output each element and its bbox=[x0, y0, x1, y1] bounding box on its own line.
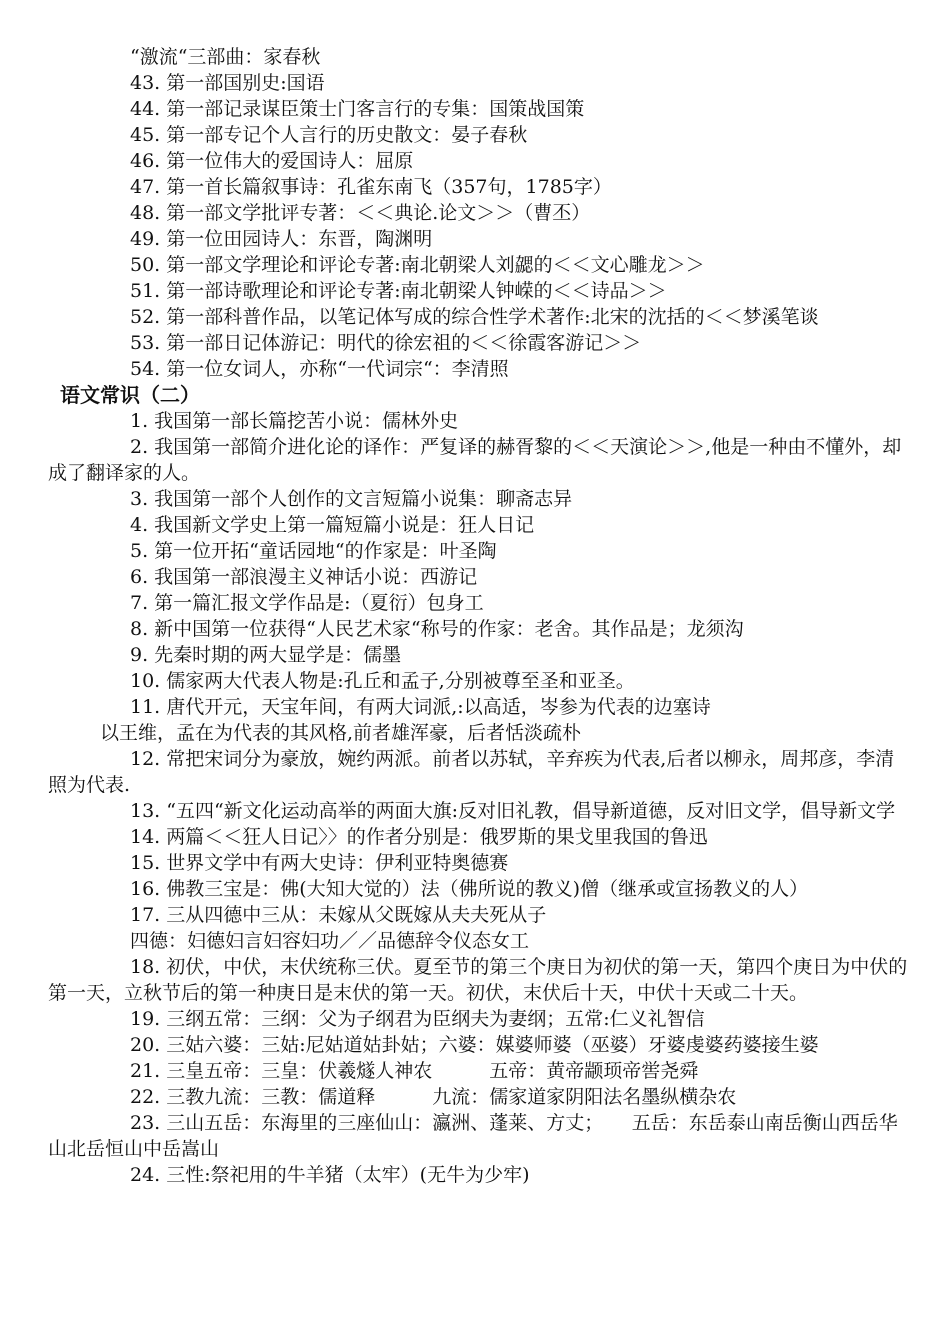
list-item: 47. 第一首长篇叙事诗：孔雀东南飞（357句，1785字） bbox=[130, 176, 612, 198]
list-item: 16. 佛教三宝是：佛(大知大觉的）法（佛所说的教义)僧（继承或宣扬教义的人） bbox=[130, 878, 809, 900]
list-item: 43. 第一部国别史:国语 bbox=[130, 72, 325, 94]
list-item: 21. 三皇五帝：三皇：伏羲燧人神农 五帝：黄帝颛顼帝喾尧舜 bbox=[130, 1060, 699, 1082]
list-item: 23. 三山五岳：东海里的三座仙山：瀛洲、蓬莱、方丈； 五岳：东岳泰山南岳衡山西岳华山北岳恒山中岳嵩山 bbox=[48, 1112, 898, 1160]
list-item: 四德：妇德妇言妇容妇功／／品德辞令仪态女工 bbox=[130, 930, 530, 952]
list-item: 22. 三教九流：三教：儒道释 九流：儒家道家阴阳法名墨纵横杂农 bbox=[130, 1086, 737, 1108]
list-item: 6. 我国第一部浪漫主义神话小说：西游记 bbox=[130, 566, 478, 588]
list-item: 45. 第一部专记个人言行的历史散文：晏子春秋 bbox=[130, 124, 528, 146]
list-item: 20. 三姑六婆：三姑:尼姑道姑卦姑；六婆：媒婆师婆（巫婆）牙婆虔婆药婆接生婆 bbox=[130, 1034, 819, 1056]
list-item: 3. 我国第一部个人创作的文言短篇小说集：聊斋志异 bbox=[130, 488, 573, 510]
list-item: 13. “五四“新文化运动高举的两面大旗:反对旧礼教，倡导新道德，反对旧文学，倡导新文学 bbox=[130, 800, 896, 822]
list-item: 52. 第一部科普作品，以笔记体写成的综合性学术著作:北宋的沈括的＜＜梦溪笔谈 bbox=[130, 306, 819, 328]
list-item: 48. 第一部文学批评专著：＜＜典论.论文＞＞（曹丕） bbox=[130, 202, 591, 224]
list-item: 4. 我国新文学史上第一篇短篇小说是：狂人日记 bbox=[130, 514, 535, 536]
list-item: 11. 唐代开元，天宝年间，有两大词派,:以高适，岑参为代表的边塞诗 bbox=[130, 696, 711, 718]
list-item: 12. 常把宋词分为豪放，婉约两派。前者以苏轼，辛弃疾为代表,后者以柳永，周邦彦，李清照为代表. bbox=[48, 748, 895, 796]
list-item: 8. 新中国第一位获得“人民艺术家“称号的作家：老舍。其作品是；龙须沟 bbox=[130, 618, 744, 640]
list-item: 18. 初伏，中伏，末伏统称三伏。夏至节的第三个庚日为初伏的第一天，第四个庚日为中伏的第一天，立秋节后的第一种庚日是末伏的第一天。初伏，末伏后十天，中伏十天或二十天。 bbox=[48, 956, 908, 1004]
list-item: 24. 三性:祭祀用的牛羊猪（太牢）(无牛为少牢) bbox=[130, 1164, 530, 1186]
list-item: 44. 第一部记录谋臣策士门客言行的专集：国策战国策 bbox=[130, 98, 585, 120]
list-after bbox=[48, 408, 910, 1188]
list-item: 7. 第一篇汇报文学作品是:（夏衍）包身工 bbox=[130, 592, 484, 614]
section-title: 语文常识（二） bbox=[60, 383, 200, 407]
list-item: 9. 先秦时期的两大显学是：儒墨 bbox=[130, 644, 402, 666]
list-item: 14. 两篇＜＜狂人日记〉〉的作者分别是：俄罗斯的果戈里我国的鲁迅 bbox=[130, 826, 708, 848]
list-item: 10. 儒家两大代表人物是:孔丘和孟子,分别被尊至圣和亚圣。 bbox=[130, 670, 635, 692]
list-item: 15. 世界文学中有两大史诗：伊利亚特奥德赛 bbox=[130, 852, 509, 874]
list-item: 46. 第一位伟大的爱国诗人：屈原 bbox=[130, 150, 414, 172]
list-item: 1. 我国第一部长篇挖苦小说：儒林外史 bbox=[130, 410, 459, 432]
list-item: 51. 第一部诗歌理论和评论专著:南北朝梁人钟嵘的＜＜诗品＞＞ bbox=[130, 280, 667, 302]
list-item: “激流“三部曲：家春秋 bbox=[130, 46, 321, 68]
list-item: 49. 第一位田园诗人：东晋，陶渊明 bbox=[130, 228, 433, 250]
list-item: 以王维，孟在为代表的其风格,前者雄浑豪，后者恬淡疏朴 bbox=[100, 722, 582, 744]
list-item: 53. 第一部日记体游记：明代的徐宏祖的＜＜徐霞客游记＞＞ bbox=[130, 332, 642, 354]
list-item: 19. 三纲五常：三纲：父为子纲君为臣纲夫为妻纲；五常:仁义礼智信 bbox=[130, 1008, 705, 1030]
list-before bbox=[48, 44, 910, 382]
list-item: 5. 第一位开拓“童话园地“的作家是：叶圣陶 bbox=[130, 540, 497, 562]
list-item: 50. 第一部文学理论和评论专著:南北朝梁人刘勰的＜＜文心雕龙＞＞ bbox=[130, 254, 705, 276]
list-item: 2. 我国第一部简介进化论的译作：严复译的赫胥黎的＜＜天演论＞＞,他是一种由不懂外，却成了翻译家的人。 bbox=[48, 436, 902, 484]
list-item: 17. 三从四德中三从：未嫁从父既嫁从夫夫死从子 bbox=[130, 904, 547, 926]
list-item: 54. 第一位女词人，亦称“一代词宗“：李清照 bbox=[130, 358, 509, 380]
